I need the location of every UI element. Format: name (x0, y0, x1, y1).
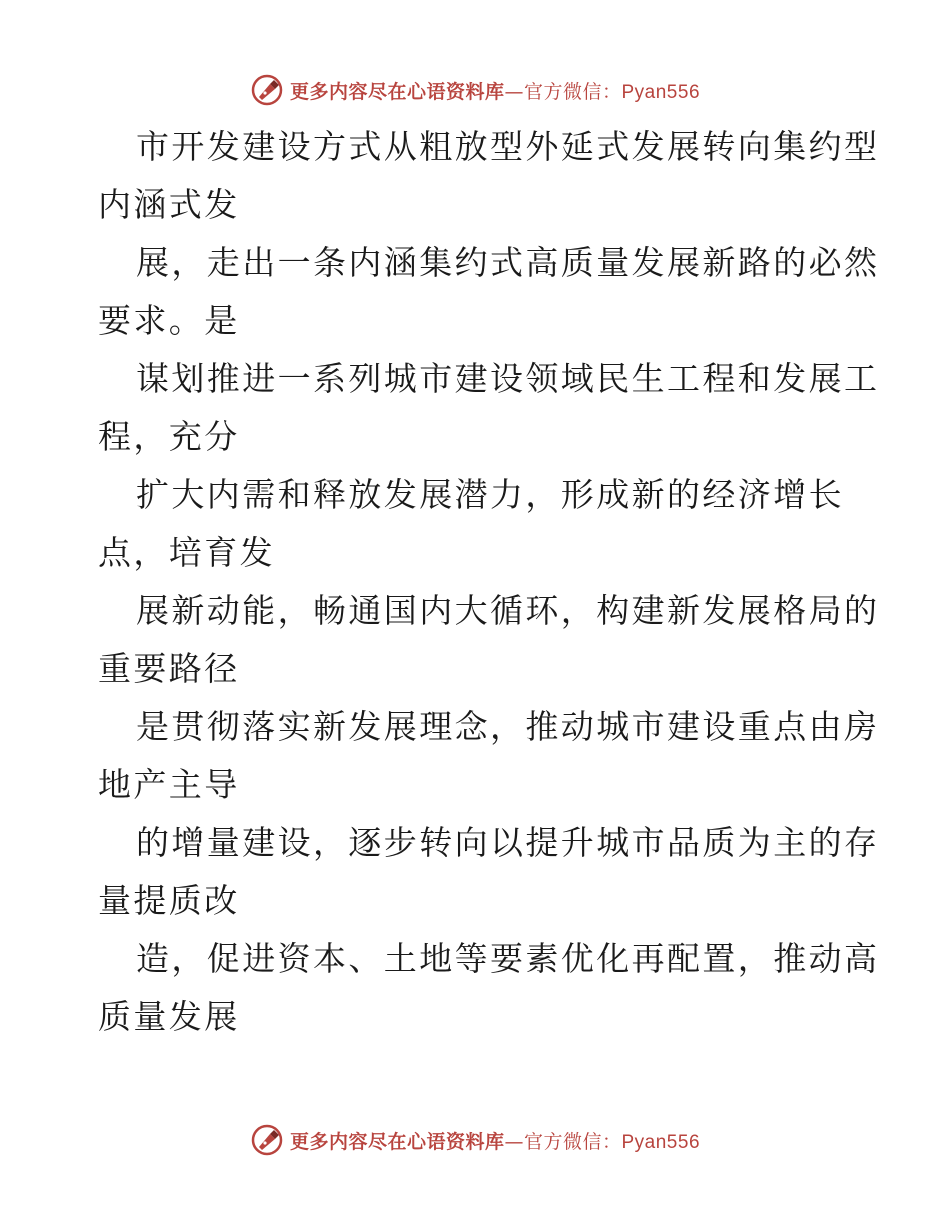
footer-banner-official-label: 官方微信： (523, 1130, 622, 1153)
body-line: 的增量建设，逐步转向以提升城市品质为主的存 (136, 823, 880, 862)
header-banner-dash: — (504, 80, 524, 103)
body-line: 市开发建设方式从粗放型外延式发展转向集约型 (136, 127, 880, 166)
body-line: 扩大内需和释放发展潜力，形成新的经济增长 (136, 475, 844, 514)
body-line: 质量发展 (98, 997, 240, 1036)
footer-banner-dash: — (504, 1130, 524, 1153)
pen-nib-logo-icon (250, 1123, 284, 1157)
body-line: 展，走出一条内涵集约式高质量发展新路的必然 (136, 243, 880, 282)
header-banner (0, 70, 950, 110)
header-banner-wechat-id: Pyan556 (621, 81, 701, 103)
header-banner-title: 更多内容尽在心语资料库 (289, 80, 505, 103)
body-line: 谋划推进一系列城市建设领域民生工程和发展工 (136, 359, 880, 398)
document-body (98, 118, 880, 1046)
body-line: 程，充分 (98, 417, 240, 456)
footer-banner-wechat-id: Pyan556 (621, 1131, 701, 1153)
header-banner-official-label: 官方微信： (523, 80, 622, 103)
header-banner-text (290, 77, 700, 104)
footer-banner-text (290, 1127, 700, 1154)
body-line: 地产主导 (98, 765, 240, 804)
body-line: 展新动能，畅通国内大循环，构建新发展格局的 (136, 591, 880, 630)
body-line: 点，培育发 (98, 533, 275, 572)
pen-nib-logo-icon (250, 73, 284, 107)
body-line: 造，促进资本、土地等要素优化再配置，推动高 (136, 939, 880, 978)
body-line: 是贯彻落实新发展理念，推动城市建设重点由房 (136, 707, 880, 746)
body-line: 内涵式发 (98, 185, 240, 224)
body-line: 要求。是 (98, 301, 240, 340)
footer-banner (0, 1120, 950, 1160)
footer-banner-title: 更多内容尽在心语资料库 (289, 1130, 505, 1153)
body-line: 重要路径 (98, 649, 240, 688)
body-line: 量提质改 (98, 881, 240, 920)
